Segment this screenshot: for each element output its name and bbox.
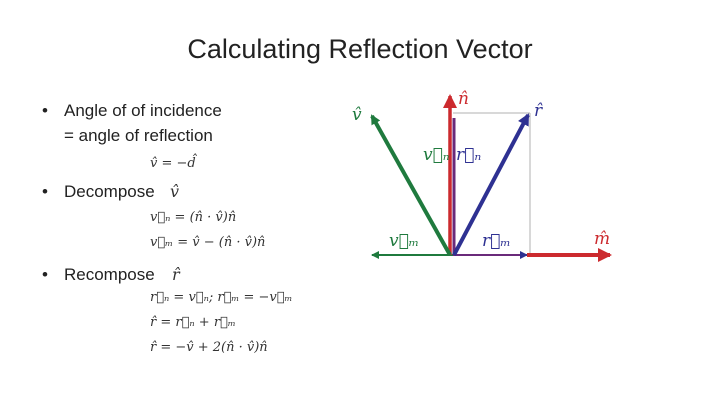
bullet-dot: • (42, 101, 48, 120)
bullet-recompose-text: Recompose (64, 265, 155, 284)
bullet-dot: • (42, 265, 48, 284)
label-vm: v⃗ₘ (389, 231, 420, 251)
bullet-angle-continuation: = angle of reflection (64, 126, 213, 145)
label-v-hat: v̂ (352, 105, 362, 125)
equation-vn: v⃗ₙ = (n̂ · v̂)n̂ (150, 210, 237, 225)
label-rn: r⃗ₙ (456, 145, 482, 165)
label-m-hat: m̂ (594, 229, 611, 249)
slide-title: Calculating Reflection Vector (187, 34, 533, 64)
bullet-angle-text: Angle of of incidence (64, 101, 222, 120)
label-r-hat: r̂ (534, 101, 543, 121)
equation-r-final: r̂ = −v̂ + 2(n̂ · v̂)n̂ (150, 340, 268, 355)
decompose-symbol: v̂ (170, 182, 180, 201)
label-rm: r⃗ₘ (482, 231, 511, 251)
recompose-symbol: r̂ (172, 265, 180, 284)
bullet-dot: • (42, 182, 48, 201)
label-n-hat: n̂ (458, 89, 469, 109)
equation-r-sum: r̂ = r⃗ₙ + r⃗ₘ (150, 315, 236, 330)
equation-rn-rm: r⃗ₙ = v⃗ₙ; r⃗ₘ = −v⃗ₘ (150, 290, 293, 305)
equation-v-equals-minus-d: v̂ = −d̂ (150, 156, 196, 171)
equation-vm: v⃗ₘ = v̂ − (n̂ · v̂)n̂ (150, 235, 266, 250)
bullet-decompose-text: Decompose (64, 182, 155, 201)
label-vn: v⃗ₙ (423, 145, 450, 165)
